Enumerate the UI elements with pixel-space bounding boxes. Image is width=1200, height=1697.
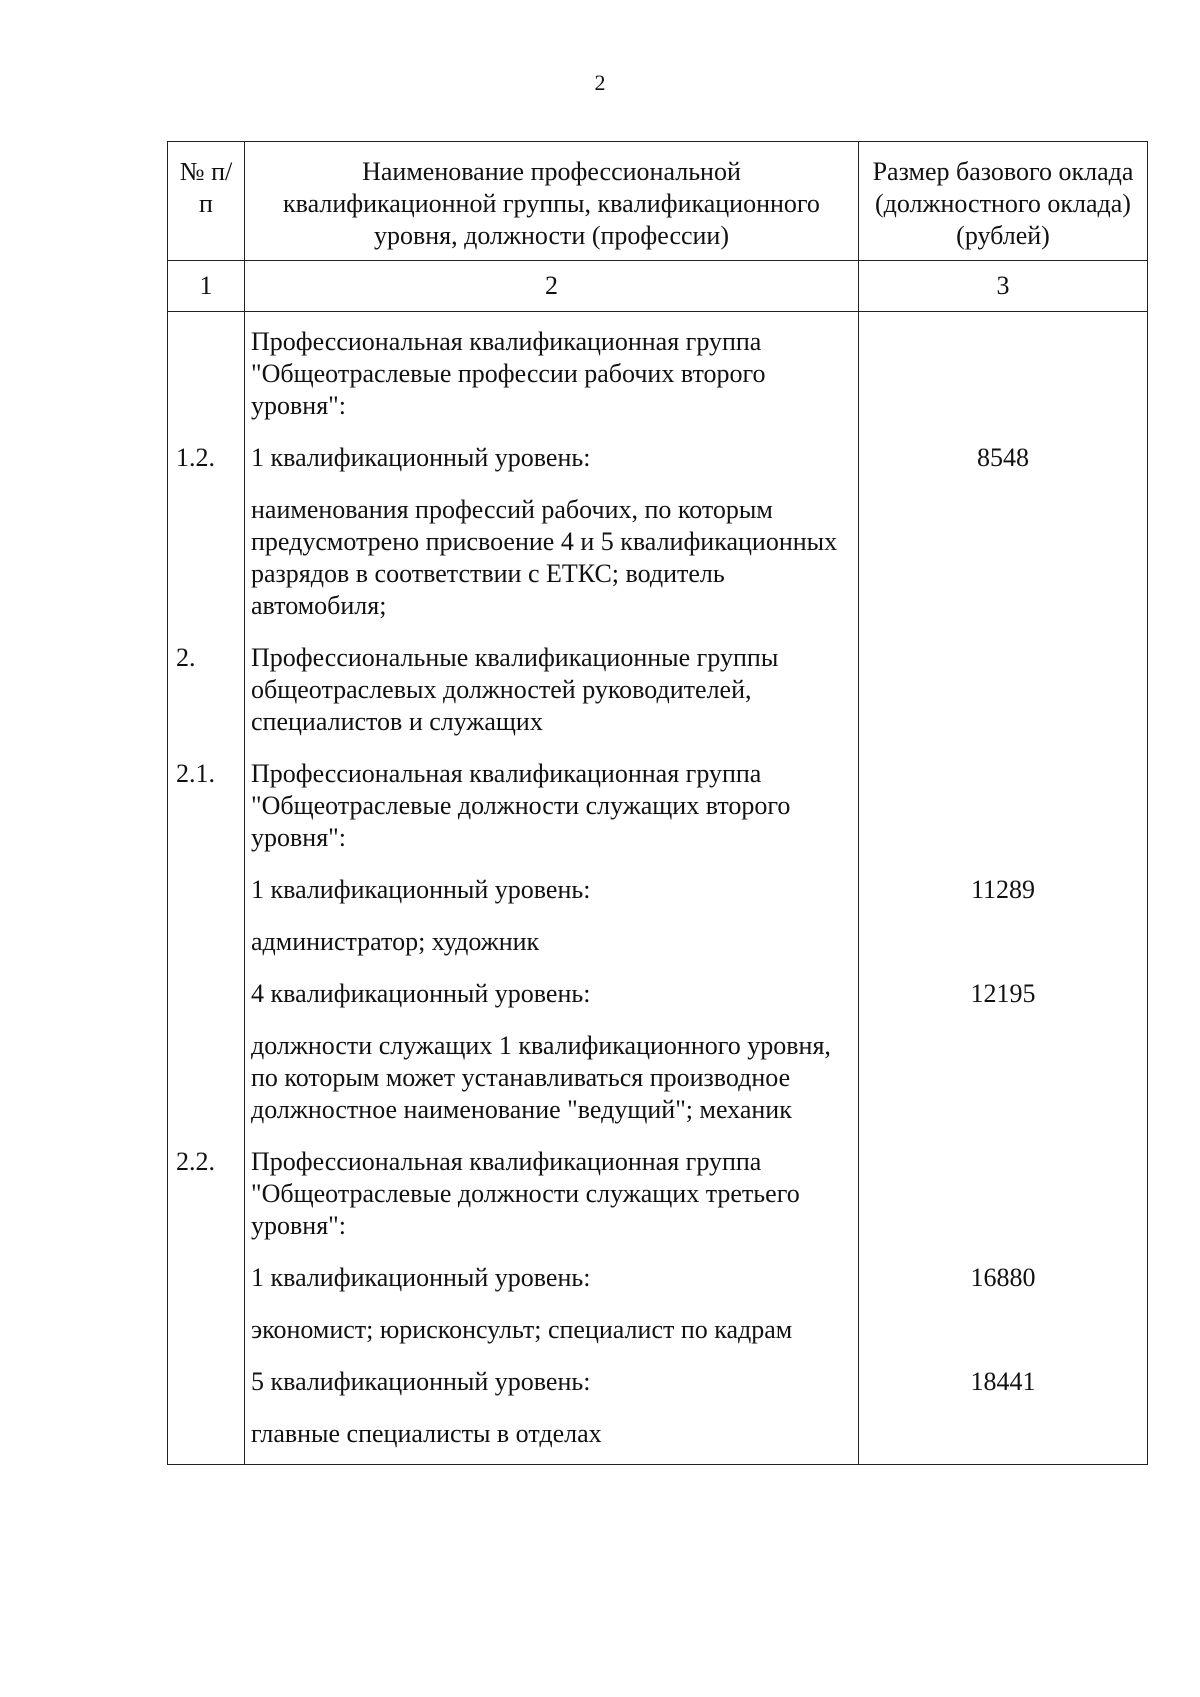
row-name: Профессиональная квалификационная группа "Общеотраслевые должности служащих третьего уровня": [245,1140,859,1256]
row-number [168,488,245,636]
table-row [168,1140,1148,1256]
row-salary [859,1140,1148,1256]
table-row [168,972,1148,1024]
row-number: 2. [168,636,245,752]
table-row [168,312,1148,437]
row-salary [859,920,1148,972]
row-name: 1 квалификационный уровень: [245,868,859,920]
row-number [168,1024,245,1140]
header-name: Наименование профессиональной квалификационной группы, квалификационного уровня, должности (профессии) [245,142,859,261]
row-salary: 11289 [859,868,1148,920]
header-salary: Размер базового оклада (должностного оклада) (рублей) [859,142,1148,261]
row-name: 1 квалификационный уровень: [245,1256,859,1308]
row-number [168,1412,245,1465]
row-number: 1.2. [168,436,245,488]
row-number [168,920,245,972]
table-header-row [168,142,1148,261]
page-number: 2 [594,70,606,95]
row-name: наименования профессий рабочих, по которым предусмотрено присвоение 4 и 5 квалификационных разрядов в соответствии с ЕТКС; водитель автомобиля; [245,488,859,636]
row-number: 2.1. [168,752,245,868]
row-number [168,1360,245,1412]
column-number-3: 3 [859,261,1148,312]
row-salary [859,752,1148,868]
row-salary [859,1024,1148,1140]
row-number [168,312,245,437]
row-name: должности служащих 1 квалификационного уровня, по которым может устанавливаться производное должностное наименование "ведущий"; механик [245,1024,859,1140]
row-salary [859,488,1148,636]
row-name: администратор; художник [245,920,859,972]
row-name: Профессиональная квалификационная группа "Общеотраслевые профессии рабочих второго уровня": [245,312,859,437]
table-row [168,488,1148,636]
row-number [168,868,245,920]
table-row [168,1256,1148,1308]
row-salary: 12195 [859,972,1148,1024]
salary-table [167,141,1148,1465]
row-salary [859,636,1148,752]
row-salary [859,1412,1148,1465]
table-row [168,868,1148,920]
table-row [168,920,1148,972]
table-row [168,1308,1148,1360]
row-salary [859,312,1148,437]
table-row [168,436,1148,488]
column-number-2: 2 [245,261,859,312]
table-row [168,752,1148,868]
header-number: № п/п [168,142,245,261]
row-salary: 18441 [859,1360,1148,1412]
row-name: 5 квалификационный уровень: [245,1360,859,1412]
table-row [168,1360,1148,1412]
row-salary [859,1308,1148,1360]
row-number [168,1308,245,1360]
row-salary: 8548 [859,436,1148,488]
row-number [168,1256,245,1308]
row-number: 2.2. [168,1140,245,1256]
table-row [168,1024,1148,1140]
column-number-1: 1 [168,261,245,312]
row-number [168,972,245,1024]
row-name: 1 квалификационный уровень: [245,436,859,488]
row-name: Профессиональная квалификационная группа "Общеотраслевые должности служащих второго уровня": [245,752,859,868]
column-number-row [168,261,1148,312]
row-name: экономист; юрисконсульт; специалист по кадрам [245,1308,859,1360]
row-name: главные специалисты в отделах [245,1412,859,1465]
table-row [168,636,1148,752]
row-name: 4 квалификационный уровень: [245,972,859,1024]
row-salary: 16880 [859,1256,1148,1308]
table-row [168,1412,1148,1465]
row-name: Профессиональные квалификационные группы общеотраслевых должностей руководителей, специалистов и служащих [245,636,859,752]
